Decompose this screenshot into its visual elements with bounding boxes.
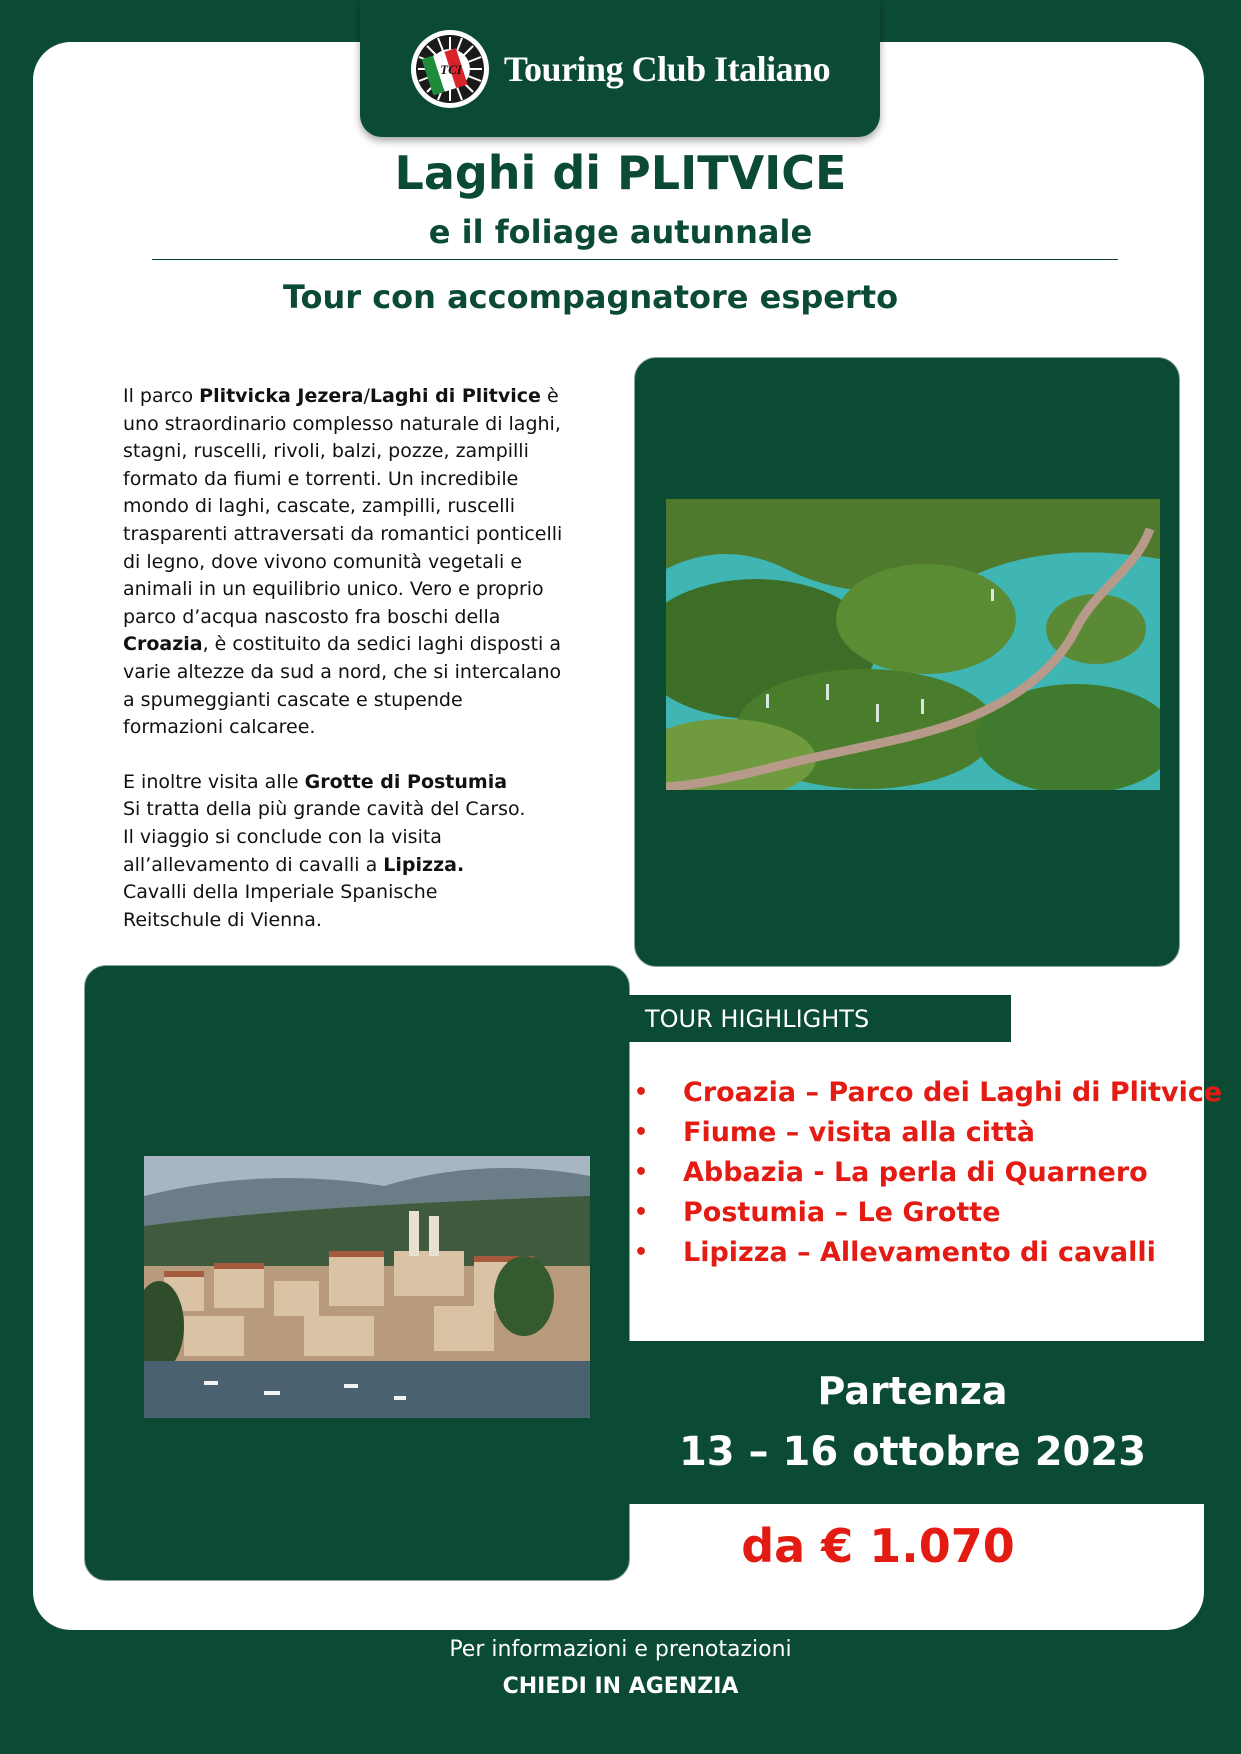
description-paragraph-1	[123, 383, 563, 742]
price: da € 1.070	[741, 1519, 1015, 1573]
departure-panel	[628, 1341, 1205, 1504]
bullet-icon: •	[634, 1240, 649, 1265]
bullet-icon: •	[634, 1160, 649, 1185]
description-run: Il parco	[123, 385, 200, 407]
description-run: , è costituito da sedici laghi disposti a varie altezze da sud a nord, che si intercalano a spumeggianti cascate e stupende formazioni calcaree.	[123, 633, 562, 739]
description-run: è uno straordinario complesso naturale di laghi, stagni, ruscelli, rivoli, balzi, pozze, zampilli formato da fiumi e torrenti. Un incredibile mondo di laghi, cascate, zampilli, ruscelli trasparenti attraversati da romantici ponticelli di legno, dove vivono comunità vegetali e animali in un equilibrio unico. Vero e proprio parco d’acqua nascosto fra boschi della	[123, 385, 563, 628]
page-title: Laghi di PLITVICE	[394, 146, 847, 200]
logo-tab	[360, 0, 880, 137]
bullet-icon: •	[634, 1120, 649, 1145]
footer-info: Per informazioni e prenotazioni	[449, 1637, 792, 1662]
highlight-text: Fiume – visita alla città	[683, 1117, 1036, 1148]
bullet-icon: •	[634, 1080, 649, 1105]
highlight-text: Abbazia - La perla di Quarnero	[683, 1157, 1148, 1188]
footer-cta: CHIEDI IN AGENZIA	[502, 1674, 739, 1699]
highlight-item	[634, 1113, 1222, 1153]
title-divider	[152, 259, 1118, 260]
highlight-item	[634, 1153, 1222, 1193]
highlight-text: Postumia – Le Grotte	[683, 1197, 1001, 1228]
description	[123, 383, 563, 934]
highlight-item	[634, 1193, 1222, 1233]
page-subtitle: e il foliage autunnale	[428, 213, 813, 251]
description-run: Plitvicka Jezera	[199, 385, 364, 407]
bullet-icon: •	[634, 1200, 649, 1225]
tci-emblem-icon	[410, 29, 490, 109]
departure-label: Partenza	[817, 1369, 1008, 1413]
svg-text:TCI: TCI	[440, 61, 462, 77]
highlight-text: Lipizza – Allevamento di cavalli	[683, 1237, 1156, 1268]
tour-tagline: Tour con accompagnatore esperto	[282, 278, 899, 316]
description-paragraph-2: E inoltre visita alle Grotte di Postumia Si tratta della più grande cavità del Carso. Il viaggio si conclude con la visita all’allevamento di cavalli a Lipizza. Cavalli della Imperiale Spanische Reitschule di Vienna.	[123, 770, 526, 931]
departure-dates: 13 – 16 ottobre 2023	[678, 1429, 1147, 1475]
highlight-item	[634, 1233, 1222, 1273]
highlight-item	[634, 1073, 1222, 1113]
description-run: Croazia	[123, 633, 203, 656]
abbazia-town-photo	[144, 1156, 590, 1418]
brand-name: Touring Club Italiano	[503, 48, 831, 89]
highlights-list	[634, 1073, 1222, 1273]
highlight-text: Croazia – Parco dei Laghi di Plitvice	[683, 1077, 1223, 1108]
description-run: Laghi di Plitvice	[369, 385, 541, 407]
highlights-heading: TOUR HIGHLIGHTS	[628, 995, 1011, 1042]
description-run: /	[363, 385, 370, 407]
plitvice-lakes-photo	[666, 499, 1160, 790]
